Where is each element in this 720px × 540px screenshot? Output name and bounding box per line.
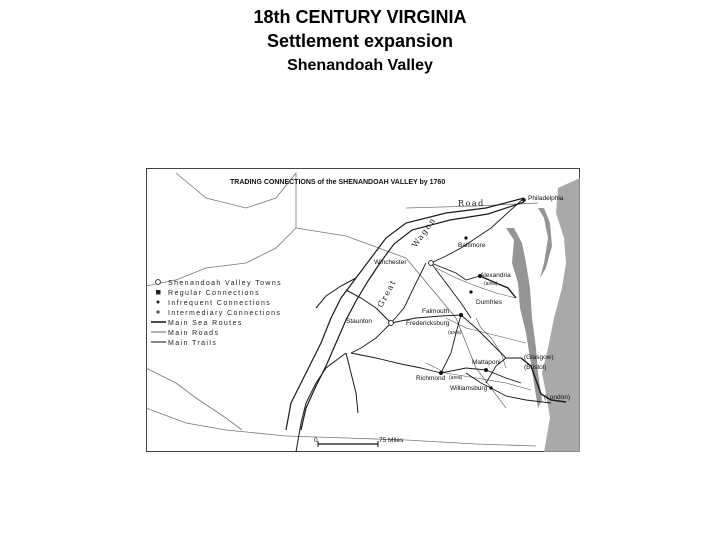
label-fredericksburg: Fredericksburg [406, 320, 450, 327]
label-dumfries: Dumfries [476, 299, 503, 306]
label-london: (London) [544, 394, 571, 401]
label-alexandria-sub: (area) [484, 281, 498, 287]
dot-small-icon [157, 301, 160, 304]
slide-title: 18th CENTURY VIRGINIA [253, 7, 467, 27]
label-fredericksburg-sub: (area) [448, 330, 462, 336]
label-philadelphia: Philadelphia [528, 195, 564, 202]
label-staunton: Staunton [346, 318, 373, 325]
falmouth-marker [459, 313, 463, 317]
label-falmouth: Falmouth [422, 308, 450, 315]
legend-label: Regular Connections [168, 290, 260, 297]
scale-start-label: 0 [314, 437, 318, 444]
dumfries-marker [469, 290, 472, 293]
label-bristol: (Bristol) [524, 364, 547, 371]
legend-label: Intermediary Connections [168, 310, 282, 317]
legend-item [156, 290, 260, 297]
legend-item [156, 310, 281, 317]
label-williamsburg: Williamsburg [450, 385, 488, 392]
square-filled-icon [156, 290, 161, 295]
legend-label: Infrequent Connections [168, 300, 272, 307]
label-winchester: Winchester [374, 259, 407, 266]
legend-item [157, 300, 272, 307]
label-baltimore: Baltimore [458, 242, 486, 249]
label-mattaponi: Mattaponi [472, 359, 501, 366]
mattaponi-marker [484, 368, 488, 372]
trading-connections-map [146, 168, 580, 452]
road-label-road: Road [458, 199, 485, 208]
map-svg [146, 168, 580, 452]
scale-end-label: 75 Miles [379, 437, 404, 444]
slide-subtitle-2: Shenandoah Valley [287, 57, 433, 74]
slide-titles [0, 6, 720, 76]
circle-outline-icon [156, 280, 161, 285]
legend-label: Main Sea Routes [168, 320, 243, 327]
label-richmond: Richmond [416, 375, 446, 382]
legend-label: Main Roads [168, 330, 220, 337]
road-label-great: Great [375, 277, 399, 309]
legend-label: Main Trails [168, 340, 218, 347]
label-alexandria: Alexandria [480, 272, 511, 279]
label-glasgow: (Glasgow) [524, 354, 554, 361]
winchester-marker [429, 261, 434, 266]
legend-label: Shenandoah Valley Towns [168, 280, 283, 287]
slide-subtitle: Settlement expansion [266, 31, 454, 51]
road-label-wagon: Wagon [410, 215, 438, 250]
staunton-marker [389, 321, 394, 326]
williamsburg-marker [489, 386, 492, 389]
label-richmond-sub: (area) [449, 375, 463, 381]
legend-item [156, 280, 282, 287]
philadelphia-marker [522, 198, 526, 202]
map-title: TRADING CONNECTIONS of the SHENANDOAH VALLEY by 1760 [230, 179, 446, 186]
baltimore-marker [464, 236, 467, 239]
